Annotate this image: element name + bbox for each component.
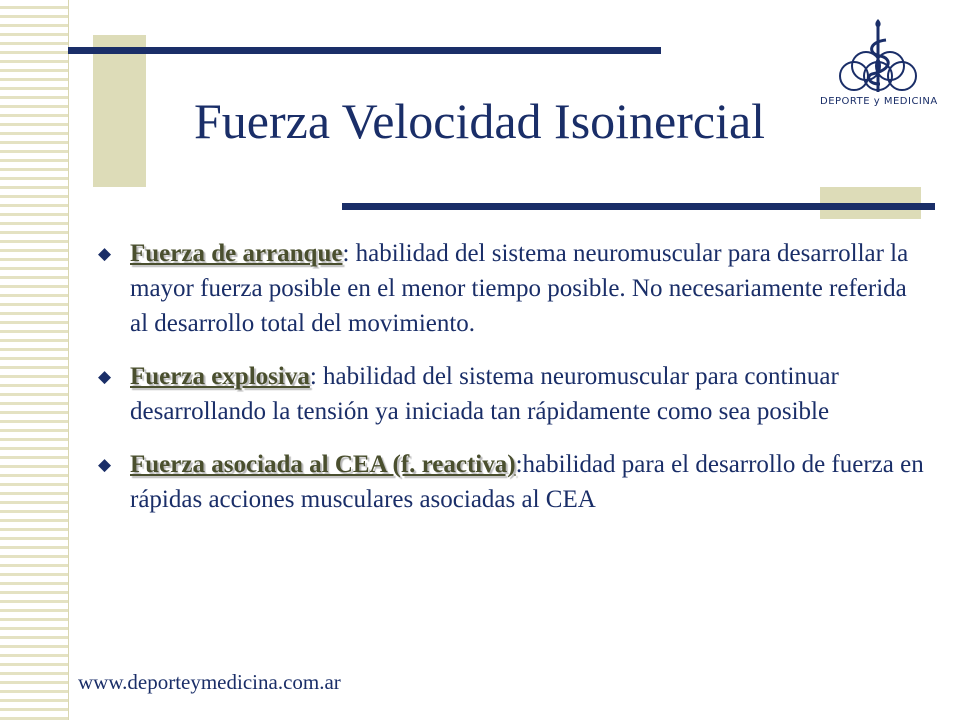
bullet-item-fuerza-explosiva [96, 359, 926, 429]
bullet-term: Fuerza asociada al CEA (f. reactiva) [130, 451, 516, 478]
left-stripe-decoration [0, 0, 68, 720]
footer-url: www.deporteymedicina.com.ar [78, 670, 341, 694]
title-accent-block-left [93, 35, 146, 187]
bullet-text: : habilidad del sistema neuromuscular para continuar desarrollando la tensión ya iniciada tan rápidamente como sea posible [130, 363, 839, 425]
bullet-item-fuerza-de-arranque [96, 236, 926, 341]
slide-title: Fuerza Velocidad Isoinercial [194, 93, 766, 149]
bullet-term: Fuerza de arranque [130, 240, 343, 267]
stripe-edge-line [68, 0, 69, 720]
logo-text: DEPORTE y MEDICINA [820, 96, 938, 107]
bullet-list [96, 236, 926, 535]
diamond-bullet-icon: ◆ [98, 367, 112, 386]
deporte-medicina-logo [820, 16, 936, 108]
diamond-bullet-icon: ◆ [98, 455, 112, 474]
bullet-text: : habilidad del sistema neuromuscular para desarrollar la mayor fuerza posible en el menor tiempo posible. No necesariamente referida al desarrollo total del movimiento. [130, 240, 909, 337]
title-rule-top [68, 47, 661, 54]
bullet-item-fuerza-asociada-cea [96, 447, 926, 517]
bullet-term: Fuerza explosiva [130, 363, 310, 390]
title-rule-bottom [342, 203, 935, 210]
caduceus-olympic-rings-icon [820, 16, 936, 96]
bullet-text: :habilidad para el desarrollo de fuerza en rápidas acciones musculares asociadas al CEA [130, 451, 924, 513]
diamond-bullet-icon: ◆ [98, 244, 112, 263]
